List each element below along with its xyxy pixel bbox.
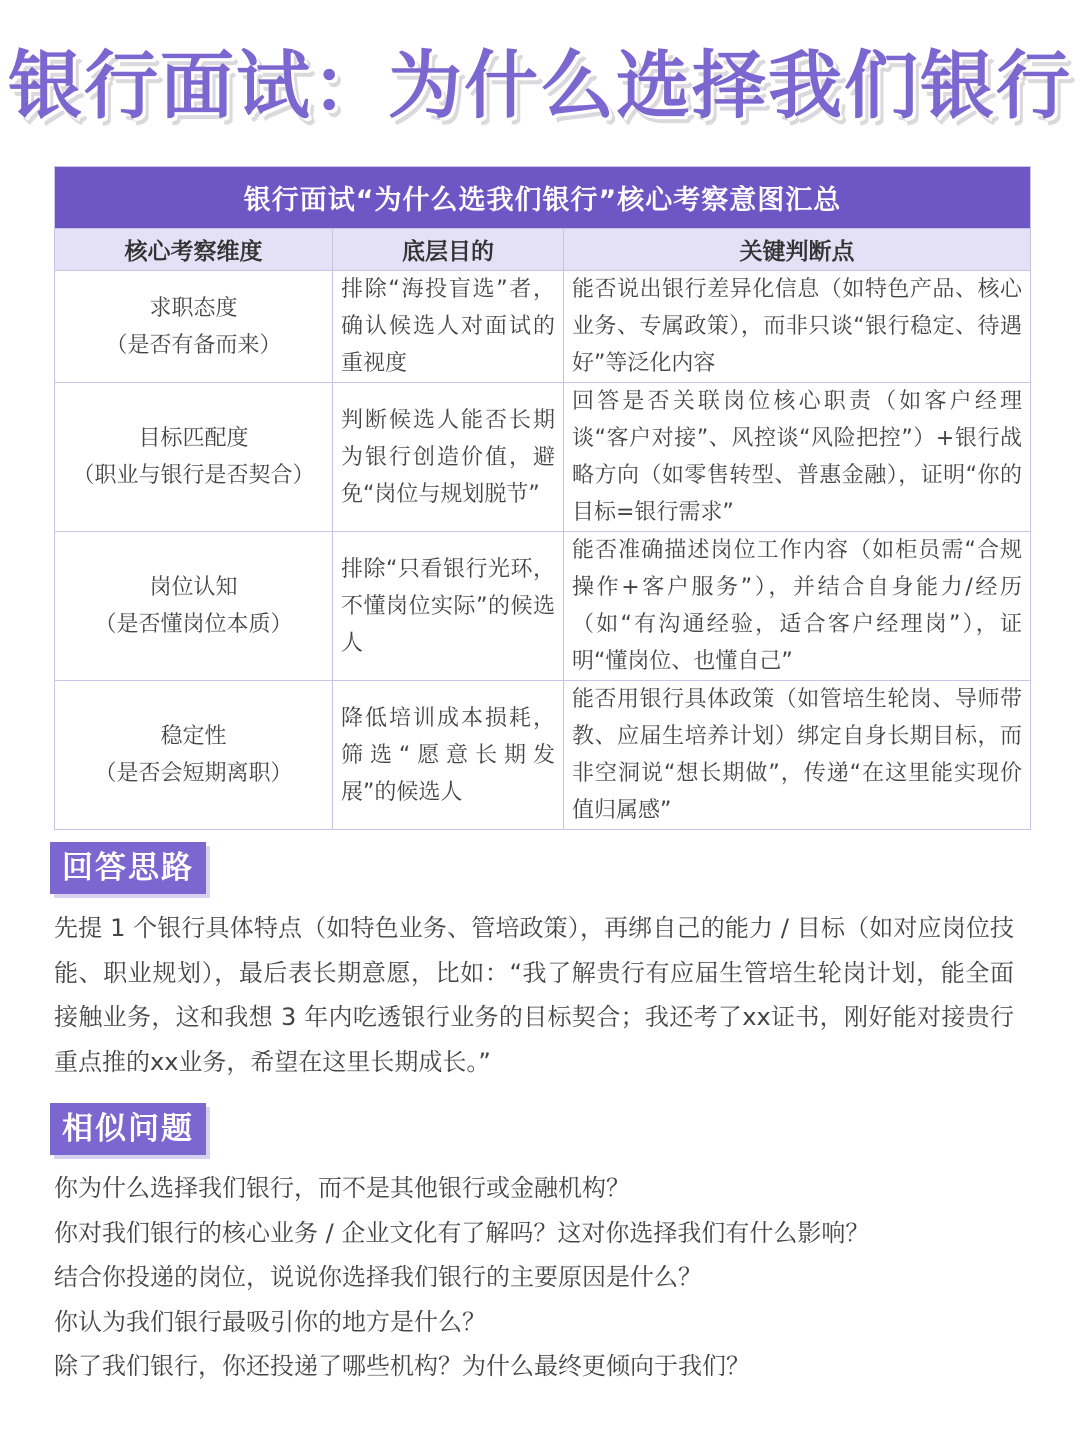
column-header: 底层目的 bbox=[333, 229, 564, 271]
dimension-name: 岗位认知 bbox=[149, 575, 238, 600]
purpose-cell: 降低培训成本损耗，筛选“愿意长期发展”的候选人 bbox=[333, 681, 564, 830]
list-item: 结合你投递的岗位，说说你选择我们银行的主要原因是什么？ bbox=[54, 1263, 702, 1291]
column-header: 关键判断点 bbox=[564, 229, 1031, 271]
dimension-cell bbox=[55, 681, 333, 830]
table-row bbox=[55, 383, 1031, 532]
purpose-cell: 判断候选人能否长期为银行创造价值，避免“岗位与规划脱节” bbox=[333, 383, 564, 532]
judgment-cell: 能否说出银行差异化信息（如特色产品、核心业务、专属政策），而非只谈“银行稳定、待遇好”等泛化内容 bbox=[564, 271, 1031, 383]
page-title: 银行面试：为什么选择我们银行 bbox=[8, 43, 1072, 129]
similar-questions-list bbox=[54, 1166, 1034, 1389]
list-item: 你认为我们银行最吸引你的地方是什么？ bbox=[54, 1307, 486, 1336]
dimension-subtitle: （职业与银行是否契合） bbox=[72, 463, 315, 488]
judgment-cell: 能否用银行具体政策（如管培生轮岗、导师带教、应届生培养计划）绑定自身长期目标，而非空洞说“想长期做”，传递“在这里能实现价值归属感” bbox=[564, 681, 1031, 830]
table-caption-row bbox=[55, 167, 1031, 229]
dimension-cell bbox=[55, 383, 333, 532]
purpose-cell: 排除“只看银行光环，不懂岗位实际”的候选人 bbox=[333, 532, 564, 681]
list-item: 你为什么选择我们银行，而不是其他银行或金融机构？ bbox=[54, 1174, 630, 1202]
dimension-cell bbox=[55, 532, 333, 681]
dimension-subtitle: （是否会短期离职） bbox=[94, 761, 293, 786]
dimension-cell bbox=[55, 271, 333, 383]
table-row bbox=[55, 532, 1031, 681]
table-row bbox=[55, 681, 1031, 830]
dimension-subtitle: （是否有备而来） bbox=[105, 332, 282, 358]
similar-questions-tag: 相似问题 bbox=[50, 1103, 206, 1155]
table-row bbox=[55, 271, 1031, 383]
list-item: 你对我们银行的核心业务 / 企业文化有了解吗？这对你选择我们有什么影响？ bbox=[54, 1218, 870, 1247]
list-item: 除了我们银行，你还投递了哪些机构？为什么最终更倾向于我们？ bbox=[54, 1352, 750, 1380]
column-header: 核心考察维度 bbox=[55, 229, 333, 271]
answer-section-tag: 回答思路 bbox=[50, 842, 206, 894]
table-caption: 银行面试“为什么选我们银行”核心考察意图汇总 bbox=[55, 167, 1031, 229]
dimension-name: 求职态度 bbox=[149, 295, 238, 321]
intent-table bbox=[54, 166, 1031, 830]
dimension-name: 目标匹配度 bbox=[138, 426, 249, 451]
answer-paragraph: 先提 1 个银行具体特点（如特色业务、管培政策），再绑自己的能力 / 目标（如对应岗位技能、职业规划），最后表长期意愿，比如：“我了解贵行有应届生管培生轮岗计划，能全面接触业务，这和我想 3 年内吃透银行业务的目标契合；我还考了xx证书，刚好能对接贵行重点推的xx业务，希望在这里长期成长。” bbox=[54, 914, 1014, 1076]
dimension-name: 稳定性 bbox=[160, 724, 227, 749]
judgment-cell: 能否准确描述岗位工作内容（如柜员需“合规操作+客户服务”），并结合自身能力/经历（如“有沟通经验，适合客户经理岗”），证明“懂岗位、也懂自己” bbox=[564, 532, 1031, 681]
dimension-subtitle: （是否懂岗位本质） bbox=[94, 612, 293, 637]
table-header-row bbox=[55, 229, 1031, 271]
judgment-cell: 回答是否关联岗位核心职责（如客户经理谈“客户对接”、风控谈“风险把控”）+银行战略方向（如零售转型、普惠金融），证明“你的目标=银行需求” bbox=[564, 383, 1031, 532]
purpose-cell: 排除“海投盲选”者，确认候选人对面试的重视度 bbox=[333, 271, 564, 383]
intent-table-wrapper bbox=[54, 166, 1030, 830]
